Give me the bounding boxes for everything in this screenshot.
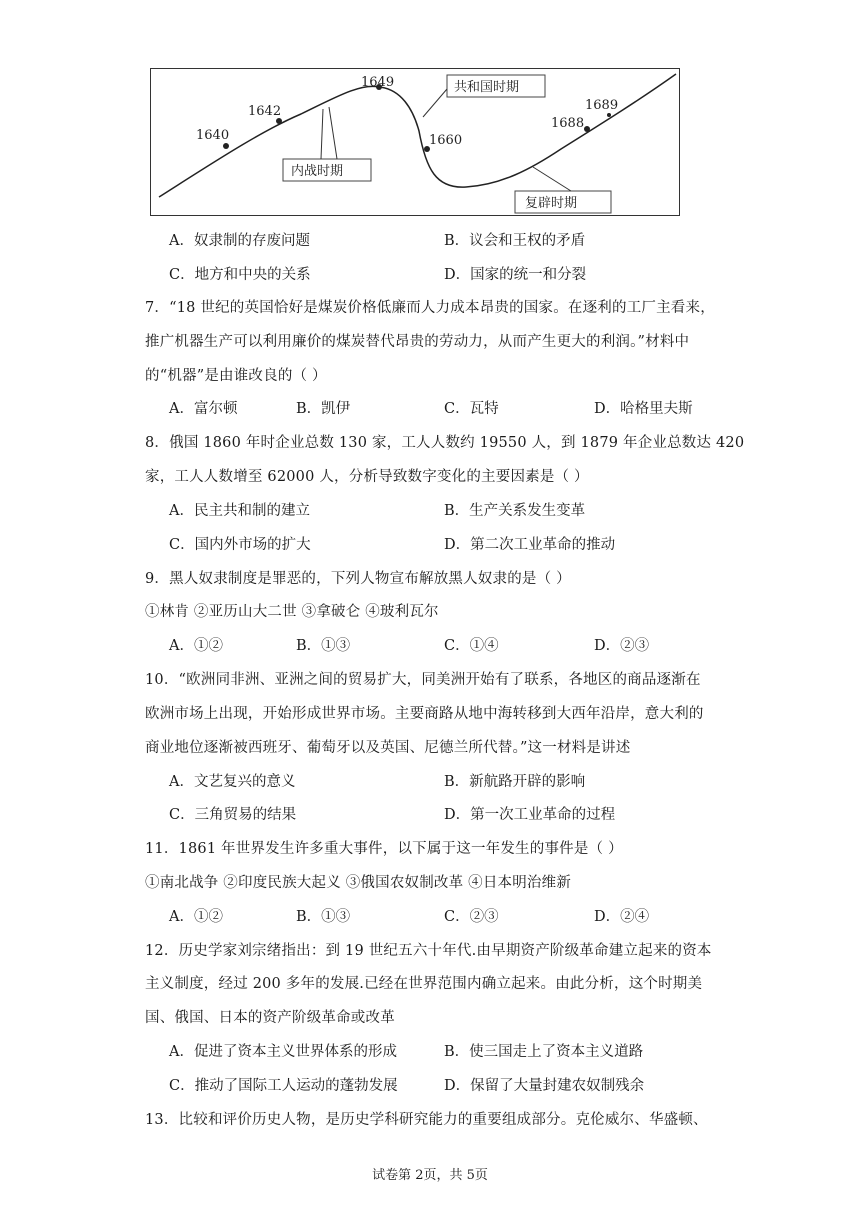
q8-stem-line1: 8．俄国 1860 年时企业总数 130 家，工人人数约 19550 人，到 1879 年企业总数达 420 [145,435,745,451]
q11-stem-line2: ①南北战争 ②印度民族大起义 ③俄国农奴制改革 ④日本明治维新 [145,875,572,891]
point-1689 [607,113,611,117]
q8-option-d[interactable]: D．第二次工业革命的推动 [444,537,616,553]
q12-stem-line1: 12．历史学家刘宗绪指出：到 19 世纪五六十年代.由早期资产阶级革命建立起来的资本 [145,943,712,959]
q12-option-c[interactable]: C．推动了国际工人运动的蓬勃发展 [169,1078,398,1094]
q10-option-a[interactable]: A．文艺复兴的意义 [169,774,296,790]
q8-option-c[interactable]: C．国内外市场的扩大 [169,537,311,553]
q10-stem-line3: 商业地位逐渐被西班牙、葡萄牙以及英国、尼德兰所代替。”这一材料是讲述 [145,740,631,756]
point-1640 [223,143,229,149]
q9-stem-line1: 9．黑人奴隶制度是罪恶的，下列人物宣布解放黑人奴隶的是（ ） [145,571,571,587]
year-label: 1649 [361,75,395,90]
republic-label: 共和国时期 [454,80,520,95]
point-1688 [584,126,590,132]
timeline-curve [159,74,676,197]
year-label: 1688 [551,116,585,131]
q7-option-d[interactable]: D．哈格里夫斯 [594,401,693,417]
q11-option-b[interactable]: B．①③ [296,909,351,925]
q12-option-d[interactable]: D．保留了大量封建农奴制残余 [444,1078,645,1094]
q13-stem-line1: 13．比较和评价历史人物，是历史学科研究能力的重要组成部分。克伦威尔、华盛顿、 [145,1112,708,1128]
q6-option-c[interactable]: C．地方和中央的关系 [169,267,311,283]
q10-option-d[interactable]: D．第一次工业革命的过程 [444,807,616,823]
q8-option-b[interactable]: B．生产关系发生变革 [444,503,586,519]
q12-option-a[interactable]: A．促进了资本主义世界体系的形成 [169,1044,397,1060]
q10-stem-line2: 欧洲市场上出现，开始形成世界市场。主要商路从地中海转移到大西年沿岸，意大利的 [145,706,704,722]
timeline-curve-svg [151,69,681,217]
restoration-label: 复辟时期 [525,196,578,211]
q10-stem-line1: 10．“欧洲同非洲、亚洲之间的贸易扩大，同美洲开始有了联系，各地区的商品逐渐在 [145,672,701,688]
page-footer: 试卷第 2页，共 5页 [372,1168,488,1183]
q7-option-a[interactable]: A．富尔顿 [169,401,238,417]
year-label: 1689 [585,98,619,113]
q8-stem-line2: 家，工人人数增至 62000 人，分析导致数字变化的主要因素是（ ） [145,469,589,485]
q9-option-b[interactable]: B．①③ [296,638,351,654]
q10-option-c[interactable]: C．三角贸易的结果 [169,807,297,823]
q6-option-d[interactable]: D．国家的统一和分裂 [444,267,587,283]
q11-option-a[interactable]: A．①② [169,909,223,925]
q11-stem-line1: 11．1861 年世界发生许多重大事件，以下属于这一年发生的事件是（ ） [145,841,623,857]
q9-stem-line2: ①林肯 ②亚历山大二世 ③拿破仑 ④玻利瓦尔 [145,604,439,620]
q12-stem-line2: 主义制度，经过 200 多年的发展.已经在世界范围内确立起来。由此分析，这个时期美 [145,976,703,992]
year-label: 1660 [429,133,463,148]
q7-option-c[interactable]: C．瓦特 [444,401,499,417]
q7-stem-line3: 的“机器”是由谁改良的（ ） [145,368,327,384]
q6-option-a[interactable]: A．奴隶制的存废问题 [169,233,310,249]
q7-stem-line1: 7．“18 世纪的英国恰好是煤炭价格低廉而人力成本昂贵的国家。在逐利的工厂主看来， [145,300,715,316]
q7-stem-line2: 推广机器生产可以利用廉价的煤炭替代昂贵的劳动力，从而产生更大的利润。”材料中 [145,334,690,350]
english-revolution-diagram [150,68,680,216]
q6-option-b[interactable]: B．议会和王权的矛盾 [444,233,586,249]
q8-option-a[interactable]: A．民主共和制的建立 [169,503,310,519]
q7-option-b[interactable]: B．凯伊 [296,401,351,417]
q12-stem-line3: 国、俄国、日本的资产阶级革命或改革 [145,1010,395,1026]
q12-option-b[interactable]: B．使三国走上了资本主义道路 [444,1044,644,1060]
year-label: 1640 [196,128,230,143]
civil-war-label: 内战时期 [291,164,344,179]
q10-option-b[interactable]: B．新航路开辟的影响 [444,774,586,790]
q9-option-a[interactable]: A．①② [169,638,223,654]
q11-option-c[interactable]: C．②③ [444,909,499,925]
q11-option-d[interactable]: D．②④ [594,909,650,925]
q9-option-d[interactable]: D．②③ [594,638,650,654]
year-label: 1642 [248,104,282,119]
q9-option-c[interactable]: C．①④ [444,638,499,654]
